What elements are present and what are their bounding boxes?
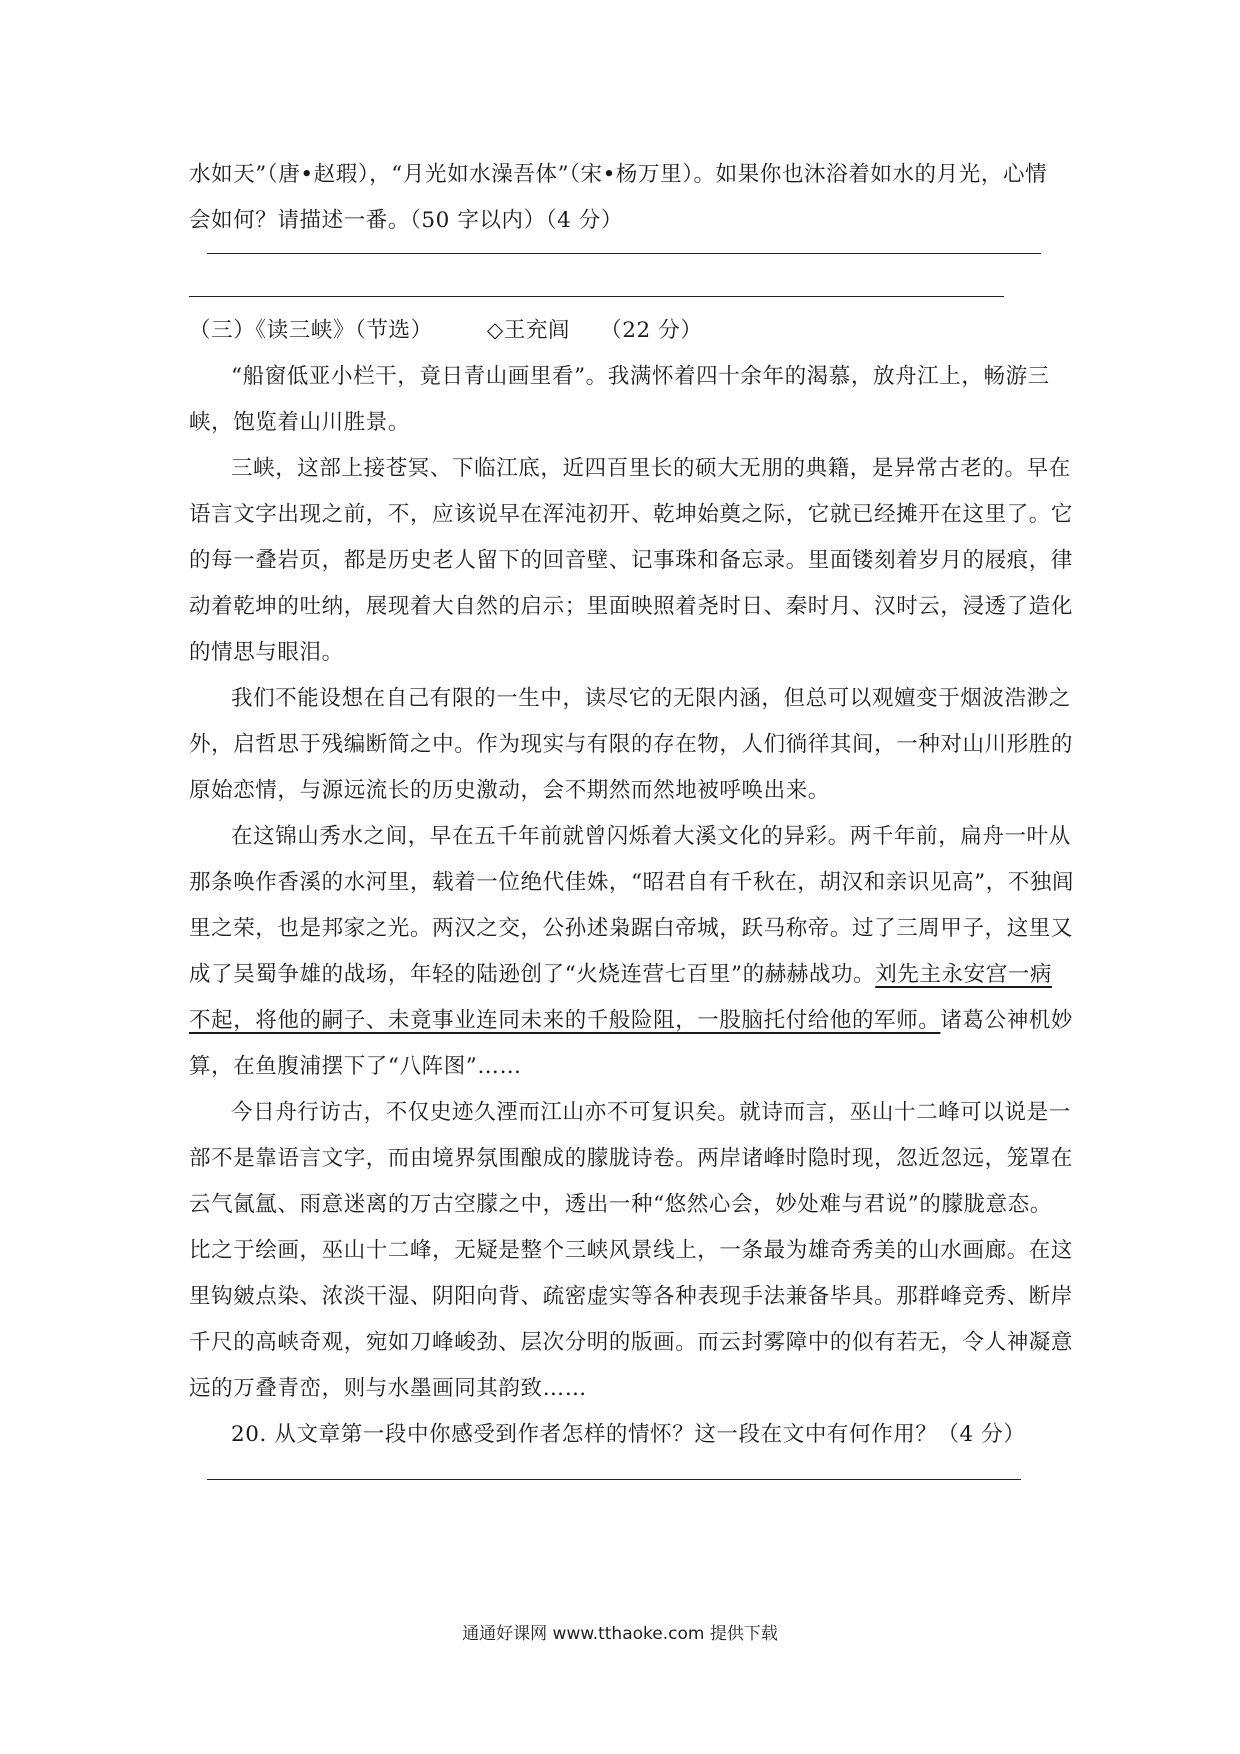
paragraph-line: 原始恋情，与源远流长的历史激动，会不期然而然地被呼唤出来。	[189, 778, 830, 803]
prev-question-line: 水如天”（唐•赵瑕），“月光如水澡吾体”（宋•杨万里）。如果你也沐浴着如水的月光，心情	[189, 162, 1048, 187]
paragraph-line: 在这锦山秀水之间，早在五千年前就曾闪烁着大溪文化的异彩。两千年前，扁舟一叶从	[231, 824, 1071, 849]
paragraph-line: 外，启哲思于残编断简之中。作为现实与有限的存在物，人们徜徉其间，一种对山川形胜的	[189, 732, 1074, 757]
paragraph-line: 里钩皴点染、浓淡干湿、阴阳向背、疏密虚实等各种表现手法兼备毕具。那群峰竞秀、断岸	[189, 1284, 1074, 1309]
paragraph-line: 动着乾坤的吐纳，展现着大自然的启示；里面映照着尧时日、秦时月、汉时云，浸透了造化	[189, 594, 1074, 619]
paragraph-line: 远的万叠青峦，则与水墨画同其韵致……	[189, 1376, 587, 1401]
paragraph-line: 算，在鱼腹浦摆下了“八阵图”……	[189, 1054, 522, 1079]
paragraph-line: 今日舟行访古，不仅史迹久湮而江山亦不可复识矣。就诗而言，巫山十二峰可以说是一	[231, 1100, 1071, 1125]
paragraph-line: “船窗低亚小栏干，竟日青山画里看”。我满怀着四十余年的渴慕，放舟江上，畅游三	[231, 364, 1050, 389]
answer-line	[207, 1479, 1021, 1480]
page-footer: 通通好课网 www.tthaoke.com 提供下载	[462, 1624, 778, 1644]
paragraph-line: 峡，饱览着山川胜景。	[189, 410, 411, 435]
section-title: （三）《读三峡》（节选）	[189, 318, 433, 343]
paragraph-line: 的情思与眼泪。	[189, 640, 344, 665]
paragraph-line: 的每一叠岩页，都是历史老人留下的回音壁、记事珠和备忘录。里面镂刻着岁月的屐痕，律	[189, 548, 1074, 573]
paragraph-line: 云气氤氲、雨意迷离的万古空朦之中，透出一种“悠然心会，妙处难与君说”的朦胧意态。	[189, 1192, 1052, 1217]
answer-line	[189, 296, 1004, 297]
section-heading	[189, 316, 1061, 346]
section-author: ◇王充闾	[486, 318, 571, 343]
paragraph-line: 那条唤作香溪的水河里，载着一位绝代佳姝，“昭君自有千秋在，胡汉和亲识见高”，不独闾	[189, 870, 1075, 895]
section-score: （22 分）	[600, 318, 703, 343]
paragraph-line	[189, 1006, 1074, 1036]
question-20: 20. 从文章第一段中你感受到作者怎样的情怀？这一段在文中有何作用？（4 分）	[231, 1422, 1026, 1447]
underlined-sentence: 刘先主永安宫一病	[875, 962, 1052, 987]
paragraph-line: 千尺的高峡奇观，宛如刀峰峻劲、层次分明的版画。而云封雾障中的似有若无，令人神凝意	[189, 1330, 1074, 1355]
paragraph-line: 部不是靠语言文字，而由境界氛围酿成的朦胧诗卷。两岸诸峰时隐时现，忽近忽远，笼罩在	[189, 1146, 1074, 1171]
prev-question-line: 会如何？请描述一番。（50 字以内）（4 分）	[189, 208, 624, 233]
paragraph-text: 诸葛公神机妙	[940, 1008, 1074, 1033]
paragraph-line: 里之荣，也是邦家之光。两汉之交，公孙述枭踞白帝城，跃马称帝。过了三周甲子，这里又	[189, 916, 1074, 941]
paragraph-line	[189, 960, 1061, 990]
paragraph-line: 我们不能设想在自己有限的一生中，读尽它的无限内涵，但总可以观嬗变于烟波浩渺之	[231, 686, 1071, 711]
paragraph-line: 比之于绘画，巫山十二峰，无疑是整个三峡风景线上，一条最为雄奇秀美的山水画廊。在这	[189, 1238, 1074, 1263]
paragraph-text: 成了吴蜀争雄的战场，年轻的陆逊创了“火烧连营七百里”的赫赫战功。	[189, 962, 876, 987]
answer-line	[207, 253, 1041, 254]
paragraph-line: 三峡，这部上接苍冥、下临江底，近四百里长的硕大无朋的典籍，是异常古老的。早在	[231, 456, 1071, 481]
paragraph-line: 语言文字出现之前，不，应该说早在浑沌初开、乾坤始奠之际，它就已经摊开在这里了。它	[189, 502, 1074, 527]
underlined-sentence: 不起，将他的嗣子、未竟事业连同未来的千般险阻，一股脑托付给他的军师。	[189, 1008, 941, 1033]
